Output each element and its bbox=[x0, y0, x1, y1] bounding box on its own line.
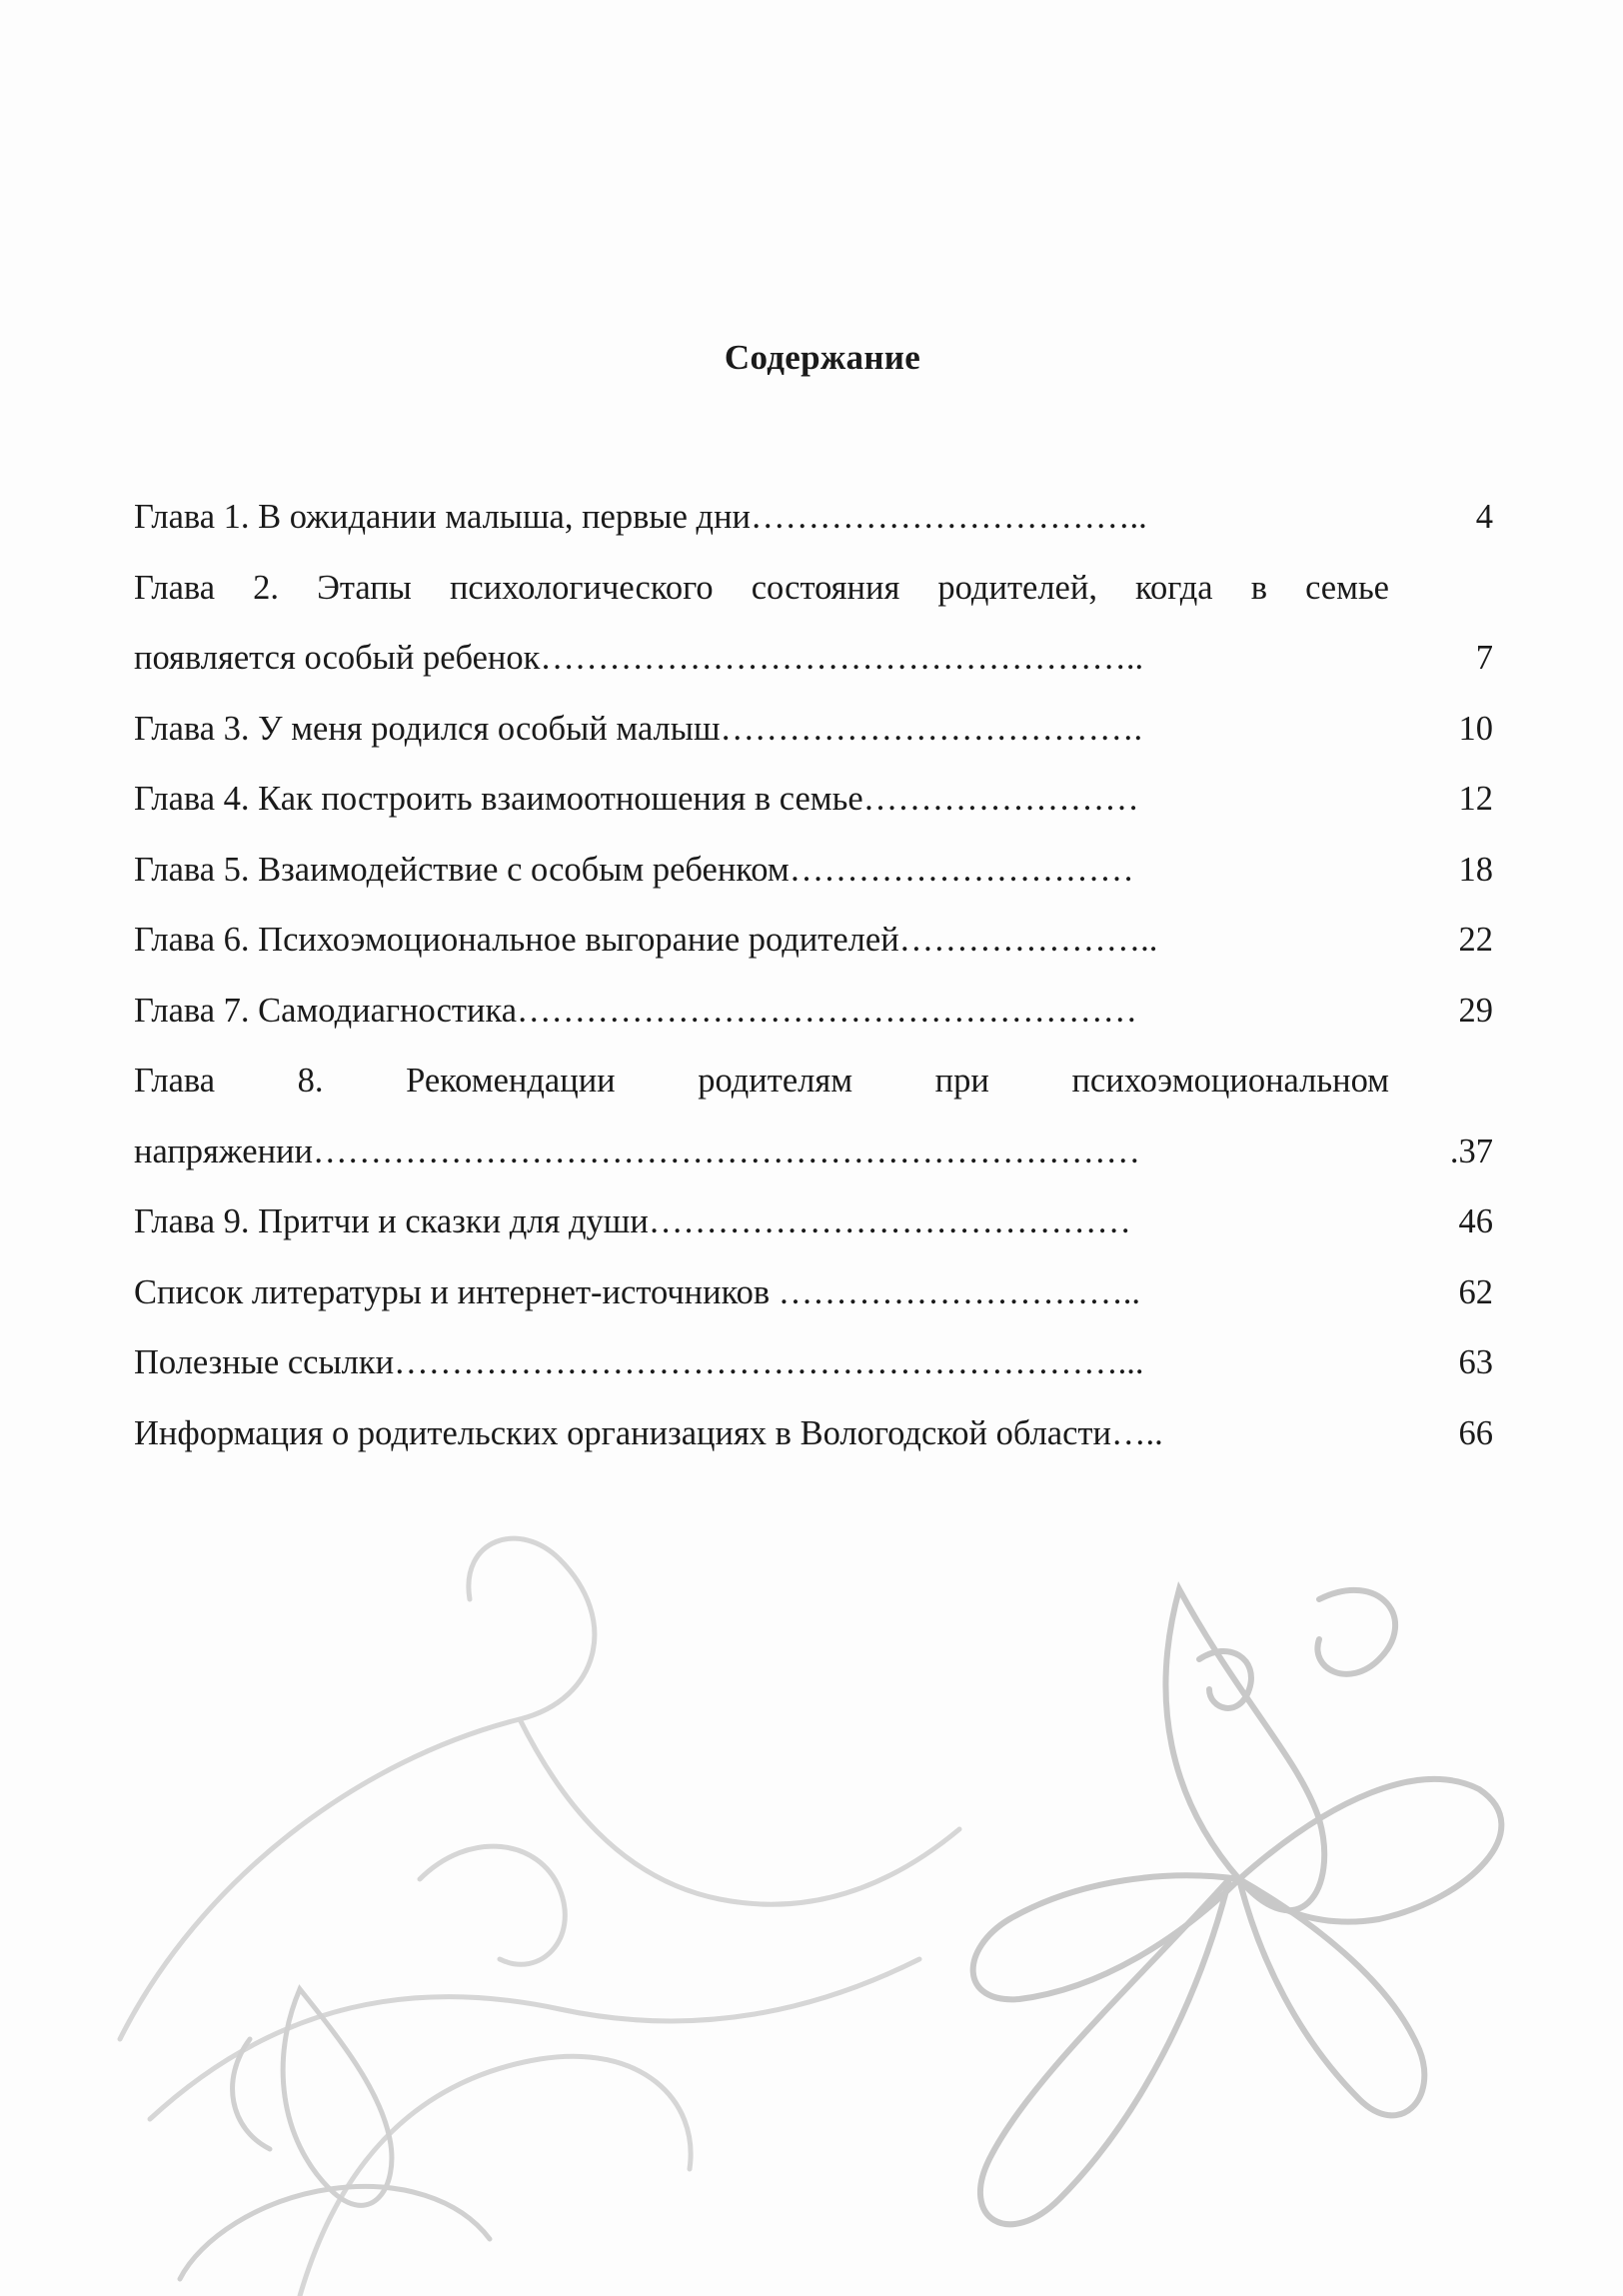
toc-entry-title: Информация о родительских организациях в Вологодской области….. bbox=[134, 1413, 1163, 1452]
toc-entry[interactable] bbox=[134, 905, 1493, 976]
toc-title: Содержание bbox=[724, 338, 921, 377]
toc-entry-title: Глава 7. Самодиагностика……………………………………………… bbox=[134, 991, 1138, 1030]
toc-page-number: 66 bbox=[1458, 1413, 1493, 1452]
toc-entry-title: Глава 6. Психоэмоциональное выгорание родителей………………….. bbox=[134, 921, 1158, 959]
toc-entry-title: Глава 9. Притчи и сказки для души…………………………………… bbox=[134, 1202, 1131, 1240]
toc-page-number: 12 bbox=[1458, 780, 1493, 818]
toc-page-number: .37 bbox=[1449, 1132, 1493, 1170]
toc-page-number: 10 bbox=[1458, 709, 1493, 748]
toc-entry[interactable] bbox=[134, 1046, 1493, 1186]
toc-entry[interactable] bbox=[134, 1327, 1493, 1398]
toc-entry[interactable] bbox=[134, 482, 1493, 553]
toc-entry[interactable] bbox=[134, 976, 1493, 1047]
toc-entry[interactable] bbox=[134, 1398, 1493, 1469]
toc-entry-title: Полезные ссылки………………………………………………………... bbox=[134, 1343, 1144, 1381]
toc-page-number: 46 bbox=[1458, 1202, 1493, 1240]
toc-page-number: 62 bbox=[1458, 1272, 1493, 1311]
toc-entry[interactable] bbox=[134, 694, 1493, 765]
toc-entry-title: Глава 1. В ожидании малыша, первые дни…………………………….. bbox=[134, 498, 1147, 536]
table-of-contents bbox=[134, 482, 1493, 1468]
toc-entry[interactable] bbox=[134, 764, 1493, 835]
toc-page-number: 18 bbox=[1458, 850, 1493, 889]
toc-page-number: 7 bbox=[1475, 639, 1493, 677]
toc-entry-title: Список литературы и интернет-источников ………………………….. bbox=[134, 1272, 1141, 1311]
toc-entry[interactable] bbox=[134, 1257, 1493, 1328]
toc-page-number: 4 bbox=[1475, 498, 1493, 536]
toc-entry-title: Глава 3. У меня родился особый малыш………………………………. bbox=[134, 709, 1143, 748]
toc-entry-title-line: Глава 2. Этапы психологического состояния родителей, когда в семье bbox=[134, 568, 1389, 607]
toc-entry[interactable] bbox=[134, 553, 1493, 694]
toc-entry[interactable] bbox=[134, 835, 1493, 906]
toc-entry-title: Глава 5. Взаимодействие с особым ребенком………………………… bbox=[134, 850, 1134, 889]
toc-page-number: 22 bbox=[1458, 921, 1493, 959]
toc-entry[interactable] bbox=[134, 1186, 1493, 1257]
toc-page-number: 63 bbox=[1458, 1343, 1493, 1381]
toc-entry-title: Глава 4. Как построить взаимоотношения в семье…………………… bbox=[134, 780, 1139, 818]
toc-entry-title-line: Глава 8. Рекомендации родителям при психоэмоциональном bbox=[134, 1062, 1389, 1100]
toc-entry-title: напряжении……………………………………………………………… bbox=[134, 1132, 1140, 1170]
toc-page-number: 29 bbox=[1458, 991, 1493, 1030]
toc-entry-title: появляется особый ребенок…………………………………………….. bbox=[134, 639, 1144, 677]
